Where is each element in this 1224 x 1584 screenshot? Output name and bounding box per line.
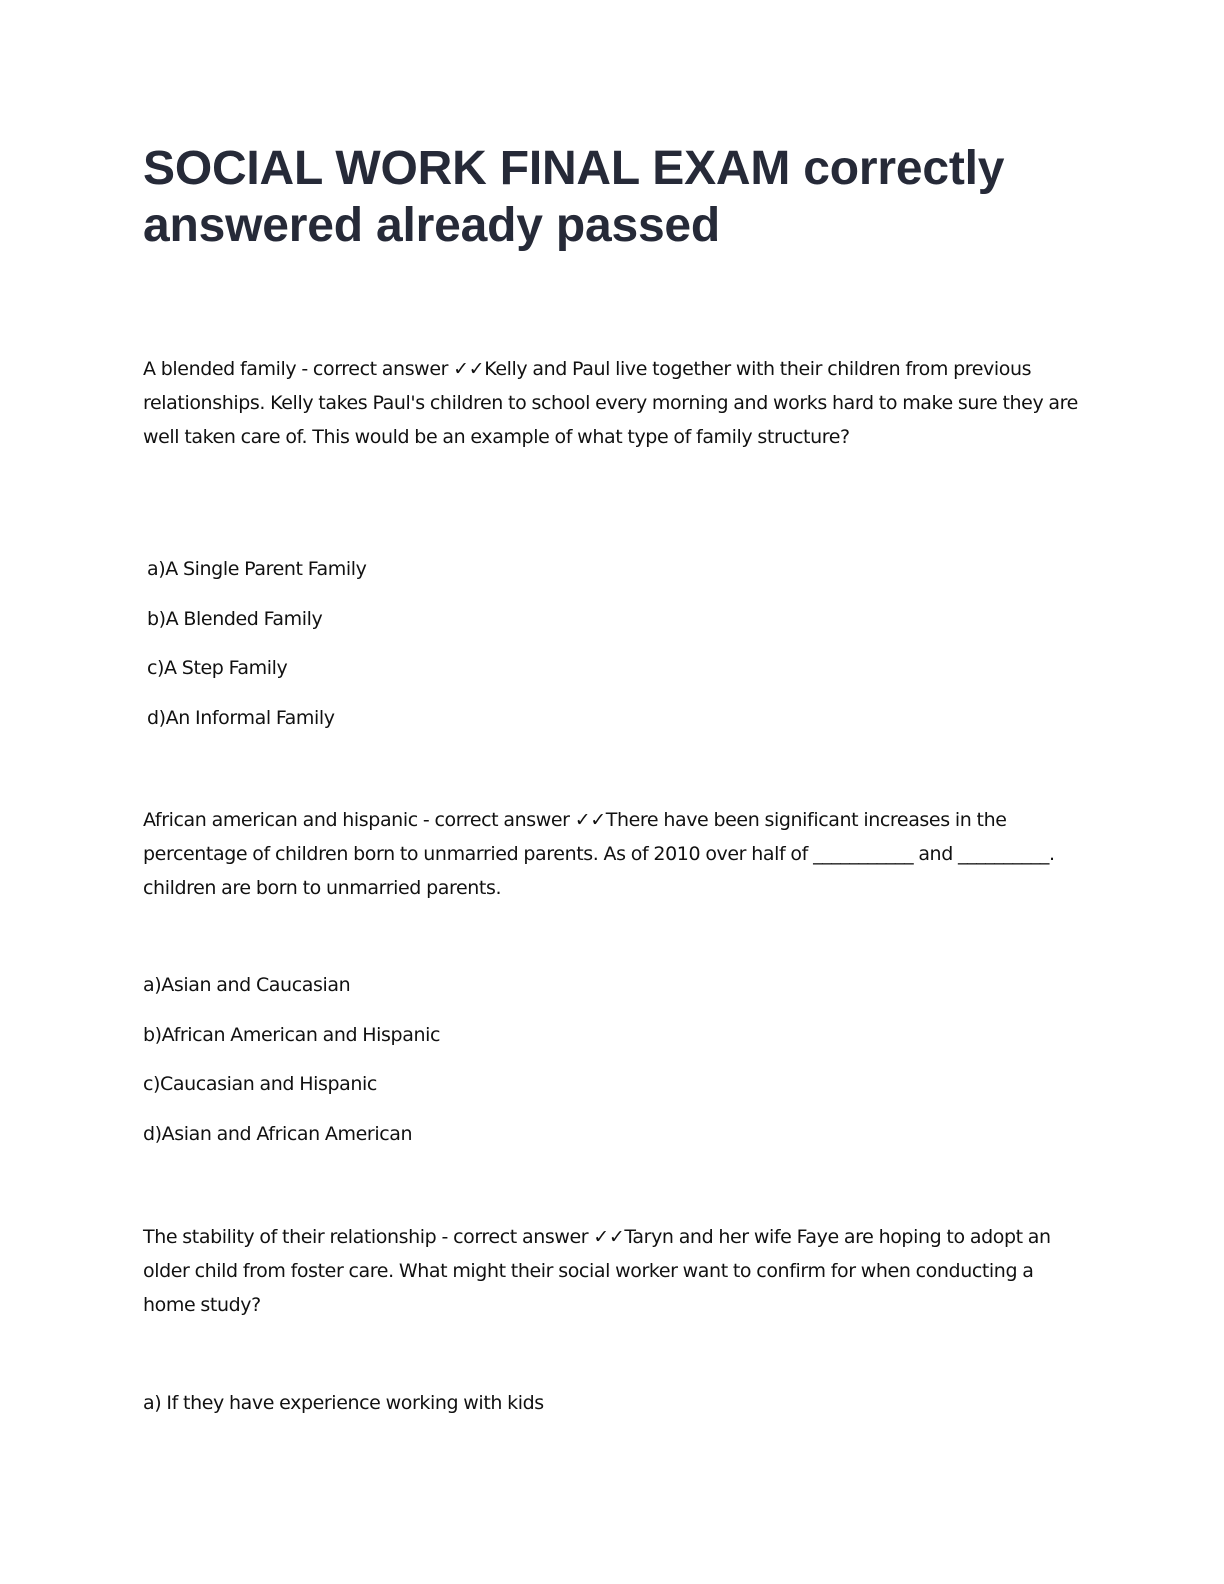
document-title: SOCIAL WORK FINAL EXAM correctly answered already passed [143,142,1005,252]
question-2-option-a: a)Asian and Caucasian [143,974,351,996]
question-2-option-c: c)Caucasian and Hispanic [143,1073,377,1095]
question-2-option-b: b)African American and Hispanic [143,1024,441,1046]
question-2-option-d: d)Asian and African American [143,1123,413,1145]
question-2-text: African american and hispanic - correct answer ✓✓There have been significant increases in the percentage of children born to unmarried parents. As of 2010 over half of ___________ and __________. children are born to unmarried parents. [143,809,1055,899]
question-1-option-a: a)A Single Parent Family [147,558,367,580]
question-3-option-a: a) If they have experience working with kids [143,1392,544,1414]
question-1-text: A blended family - correct answer ✓✓Kelly and Paul live together with their children from previous relationships. Kelly takes Paul's children to school every morning and works hard to make sure they are well taken care of. This would be an example of what type of family structure? [143,358,1078,448]
question-1-option-b: b)A Blended Family [147,608,323,630]
question-1-option-c: c)A Step Family [147,657,288,679]
question-1-option-d: d)An Informal Family [147,707,335,729]
question-3-text: The stability of their relationship - correct answer ✓✓Taryn and her wife Faye are hoping to adopt an older child from foster care. What might their social worker want to confirm for when conducting a home study? [143,1226,1051,1316]
